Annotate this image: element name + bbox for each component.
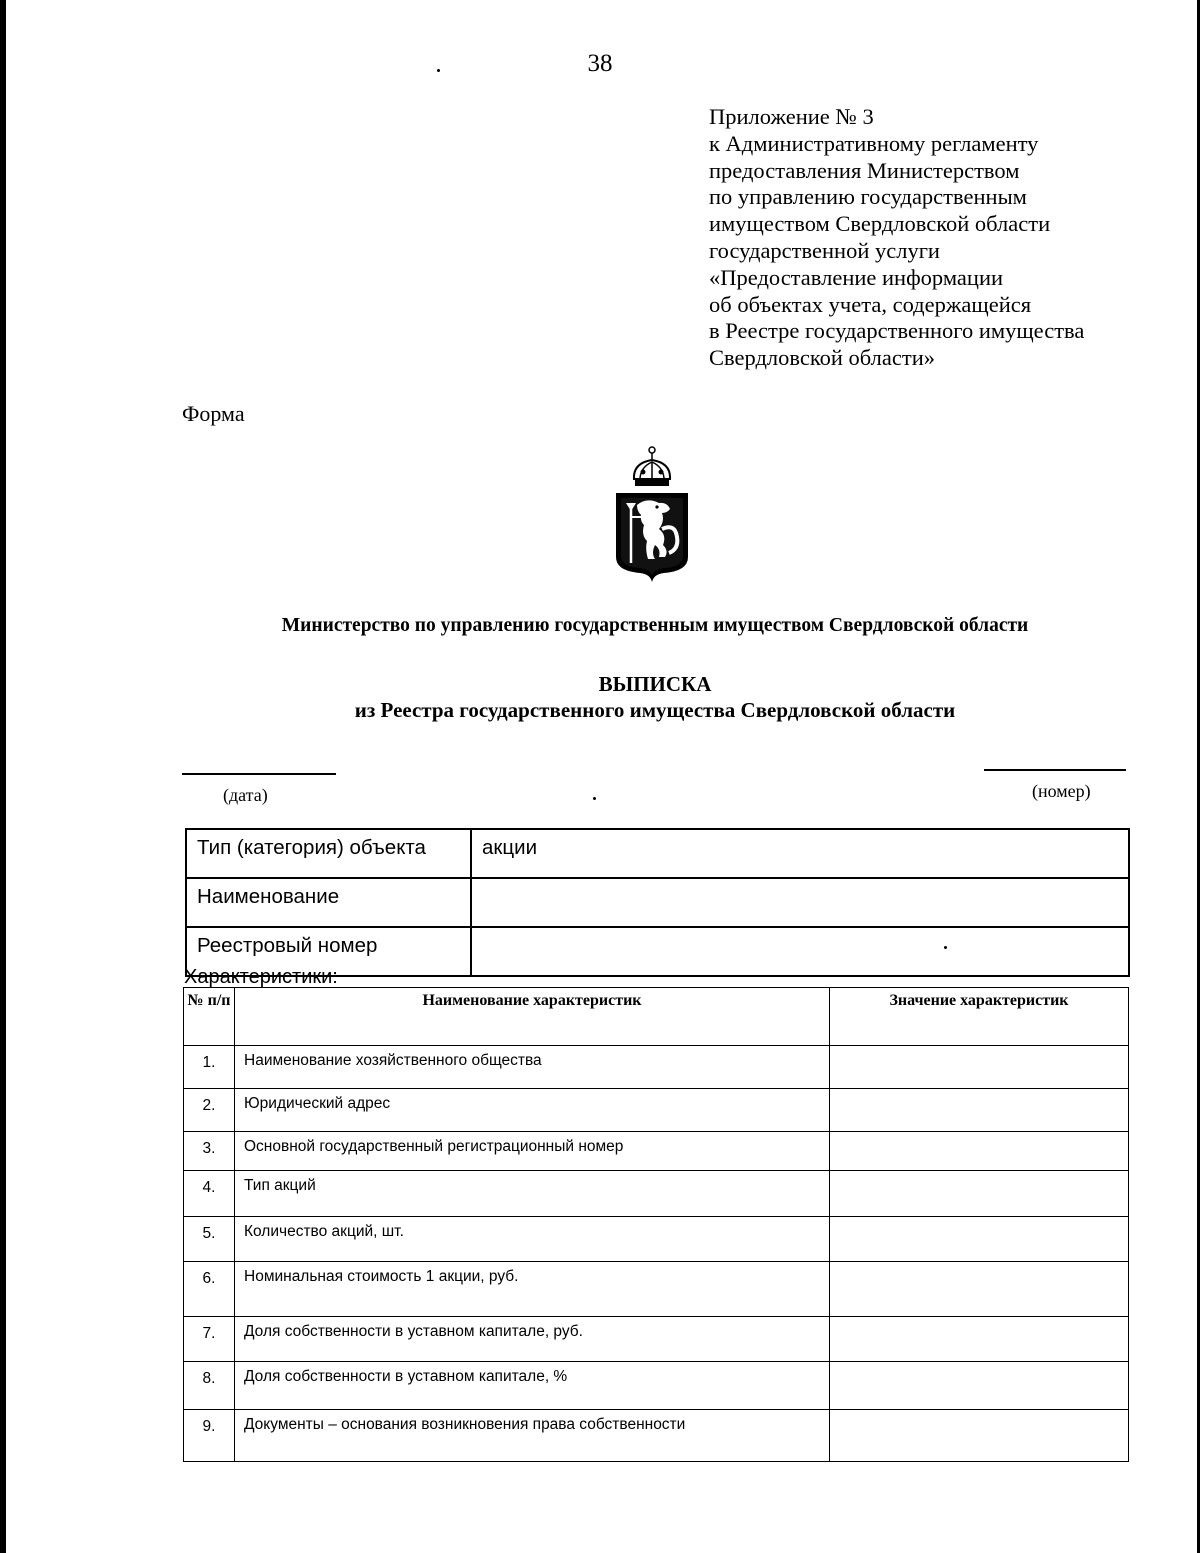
row-name: Документы – основания возникновения права собственности [235,1410,830,1462]
table-row [184,1089,1129,1132]
row-number: 8. [184,1362,235,1410]
row-number: 1. [184,1046,235,1089]
row-name: Тип акций [235,1171,830,1217]
row-name: Доля собственности в уставном капитале, % [235,1362,830,1410]
row-value [830,1262,1129,1317]
registry-number-label: Реестровый номер [186,927,471,976]
characteristics-label: Характеристики: [184,966,338,988]
scan-speck [944,946,947,949]
document-title: ВЫПИСКА [598,672,712,696]
appendix-line: к Административному регламенту [709,130,1039,156]
row-name: Основной государственный регистрационный номер [235,1132,830,1171]
row-number: 5. [184,1217,235,1262]
row-name: Количество акций, шт. [235,1217,830,1262]
row-number: 2. [184,1089,235,1132]
row-value [830,1317,1129,1362]
date-line [182,773,336,775]
table-row [184,1410,1129,1462]
row-value [830,1046,1129,1089]
table-row [184,1362,1129,1410]
object-type-label: Тип (категория) объекта [186,829,471,878]
table-row [184,1046,1129,1089]
appendix-line: имуществом Свердловской области [709,211,1051,237]
row-number: 7. [184,1317,235,1362]
appendix-block [709,104,1084,372]
row-name: Номинальная стоимость 1 акции, руб. [235,1262,830,1317]
number-caption: (номер) [1032,781,1091,801]
column-header-name: Наименование характеристик [235,988,830,1046]
row-value [830,1132,1129,1171]
table-row [186,829,1129,878]
row-name: Наименование хозяйственного общества [235,1046,830,1089]
table-row [184,1217,1129,1262]
object-name-value [471,878,1129,927]
appendix-line: Приложение № 3 [709,104,874,129]
appendix-line: государственной услуги [709,237,940,263]
object-name-label: Наименование [186,878,471,927]
column-header-number: № п/п [184,988,235,1046]
row-name: Юридический адрес [235,1089,830,1132]
row-value [830,1089,1129,1132]
sverdlovsk-coat-of-arms-icon [607,445,697,585]
number-line [984,769,1126,771]
table-row [184,1132,1129,1171]
date-caption: (дата) [223,785,268,805]
appendix-line: Свердловской области» [709,345,936,371]
registry-number-value [471,927,1129,976]
appendix-line: об объектах учета, содержащейся [709,291,1032,317]
appendix-line: по управлению государственным [709,184,1027,210]
object-info-table [185,828,1130,977]
row-number: 9. [184,1410,235,1462]
row-value [830,1171,1129,1217]
row-value [830,1217,1129,1262]
row-number: 6. [184,1262,235,1317]
form-label: Форма [182,401,245,426]
appendix-line: в Реестре государственного имущества [709,318,1085,344]
row-name: Доля собственности в уставном капитале, руб. [235,1317,830,1362]
table-row [184,1262,1129,1317]
table-row [186,878,1129,927]
row-value [830,1362,1129,1410]
row-value [830,1410,1129,1462]
page-number: 38 [587,50,613,77]
table-row [184,1171,1129,1217]
row-number: 4. [184,1171,235,1217]
appendix-line: предоставления Министерством [709,157,1020,183]
table-header-row [184,988,1129,1046]
appendix-line: «Предоставление информации [709,264,1004,290]
document-subtitle: из Реестра государственного имущества Свердловской области [354,698,956,722]
row-number: 3. [184,1132,235,1171]
scan-speck [437,69,440,72]
table-row [184,1317,1129,1362]
scan-edge-left [0,0,6,1553]
scan-speck [593,797,596,800]
ministry-name: Министерство по управлению государственным имуществом Свердловской области [281,615,1029,636]
characteristics-table [183,987,1129,1462]
column-header-value: Значение характеристик [830,988,1129,1046]
object-type-value: акции [471,829,1129,878]
